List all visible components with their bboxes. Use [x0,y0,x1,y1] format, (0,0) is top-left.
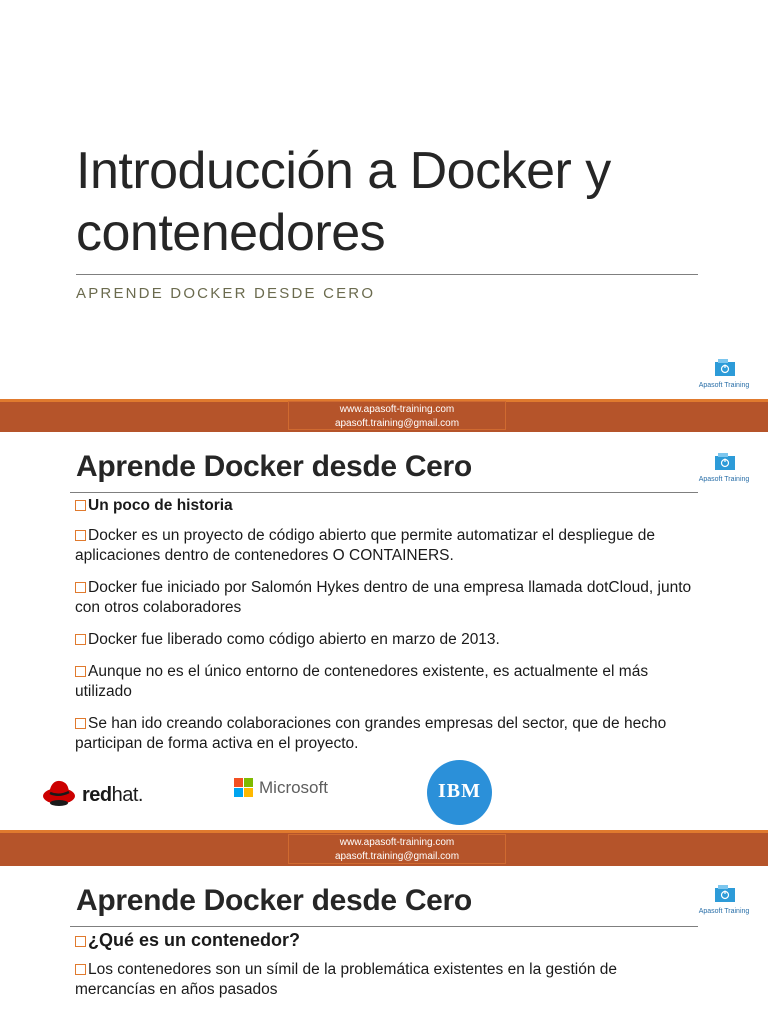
list-item [70,496,698,516]
ibm-logo [427,760,492,825]
apasoft-logo [694,882,754,924]
checkbox-bullet-icon [75,530,86,541]
list-item [70,960,698,1000]
slide-title [0,0,768,402]
slide-history [0,432,768,830]
list-item [70,630,698,650]
checkbox-bullet-icon [75,582,86,593]
bullet-text: Docker fue liberado como código abierto en marzo de 2013. [88,631,500,648]
footer-website[interactable]: www.apasoft-training.com [339,837,455,848]
bullet-list [70,930,698,1012]
redhat-wordmark-light: hat. [111,784,143,806]
redhat-logo [42,776,152,810]
redhat-wordmark [82,784,143,807]
microsoft-wordmark: Microsoft [259,778,328,797]
red-hat-icon [42,776,76,808]
ibm-wordmark: IBM [438,780,481,802]
checkbox-bullet-icon [75,936,86,947]
monitor-power-icon [714,452,736,472]
apasoft-logo [694,356,754,398]
list-item [70,714,698,754]
list-item [70,930,698,950]
slide-title: Aprende Docker desde Cero [76,450,472,483]
bullet-list [70,496,698,766]
apasoft-logo-text: Apasoft Training [698,382,750,389]
monitor-power-icon [714,358,736,378]
footer-accent-line [0,830,768,833]
list-item [70,578,698,618]
redhat-wordmark-bold: red [82,784,112,806]
microsoft-logo [234,778,334,802]
bullet-heading: Un poco de historia [88,497,233,514]
footer-email[interactable]: apasoft.training@gmail.com [334,851,460,862]
slide-container-definition [0,866,768,1024]
windows-grid-icon [234,778,254,798]
checkbox-bullet-icon [75,964,86,975]
title-divider [70,926,698,927]
slide-footer [0,399,768,432]
title-divider [70,492,698,493]
checkbox-bullet-icon [75,666,86,677]
footer-contact [288,401,506,430]
checkbox-bullet-icon [75,500,86,511]
slide-footer [0,830,768,866]
monitor-power-icon [714,884,736,904]
list-item [70,526,698,566]
checkbox-bullet-icon [75,718,86,729]
checkbox-bullet-icon [75,634,86,645]
apasoft-logo-text: Apasoft Training [698,476,750,483]
presentation-subtitle: APRENDE DOCKER DESDE CERO [76,285,376,302]
bullet-text: Se han ido creando colaboraciones con grandes empresas del sector, que de hecho participan de forma activa en el proyecto. [75,715,667,752]
title-divider [76,274,698,275]
footer-website[interactable]: www.apasoft-training.com [339,404,455,415]
list-item [70,662,698,702]
bullet-heading: ¿Qué es un contenedor? [88,930,301,950]
bullet-text: Docker es un proyecto de código abierto que permite automatizar el despliegue de aplicaciones dentro de contenedores O CONTAINERS. [75,527,655,564]
apasoft-logo-text: Apasoft Training [698,908,750,915]
footer-email[interactable]: apasoft.training@gmail.com [334,418,460,429]
bullet-text: Los contenedores son un símil de la problemática existentes en la gestión de mercancías en años pasados [75,961,618,998]
apasoft-logo [694,450,754,492]
presentation-title: Introducción a Docker y contenedores [76,142,611,262]
bullet-text: Aunque no es el único entorno de contenedores existente, es actualmente el más utilizado [75,663,649,700]
slide-title: Aprende Docker desde Cero [76,884,472,917]
bullet-text: Docker fue iniciado por Salomón Hykes dentro de una empresa llamada dotCloud, junto con otros colaboradores [75,579,692,616]
footer-contact [288,834,506,864]
